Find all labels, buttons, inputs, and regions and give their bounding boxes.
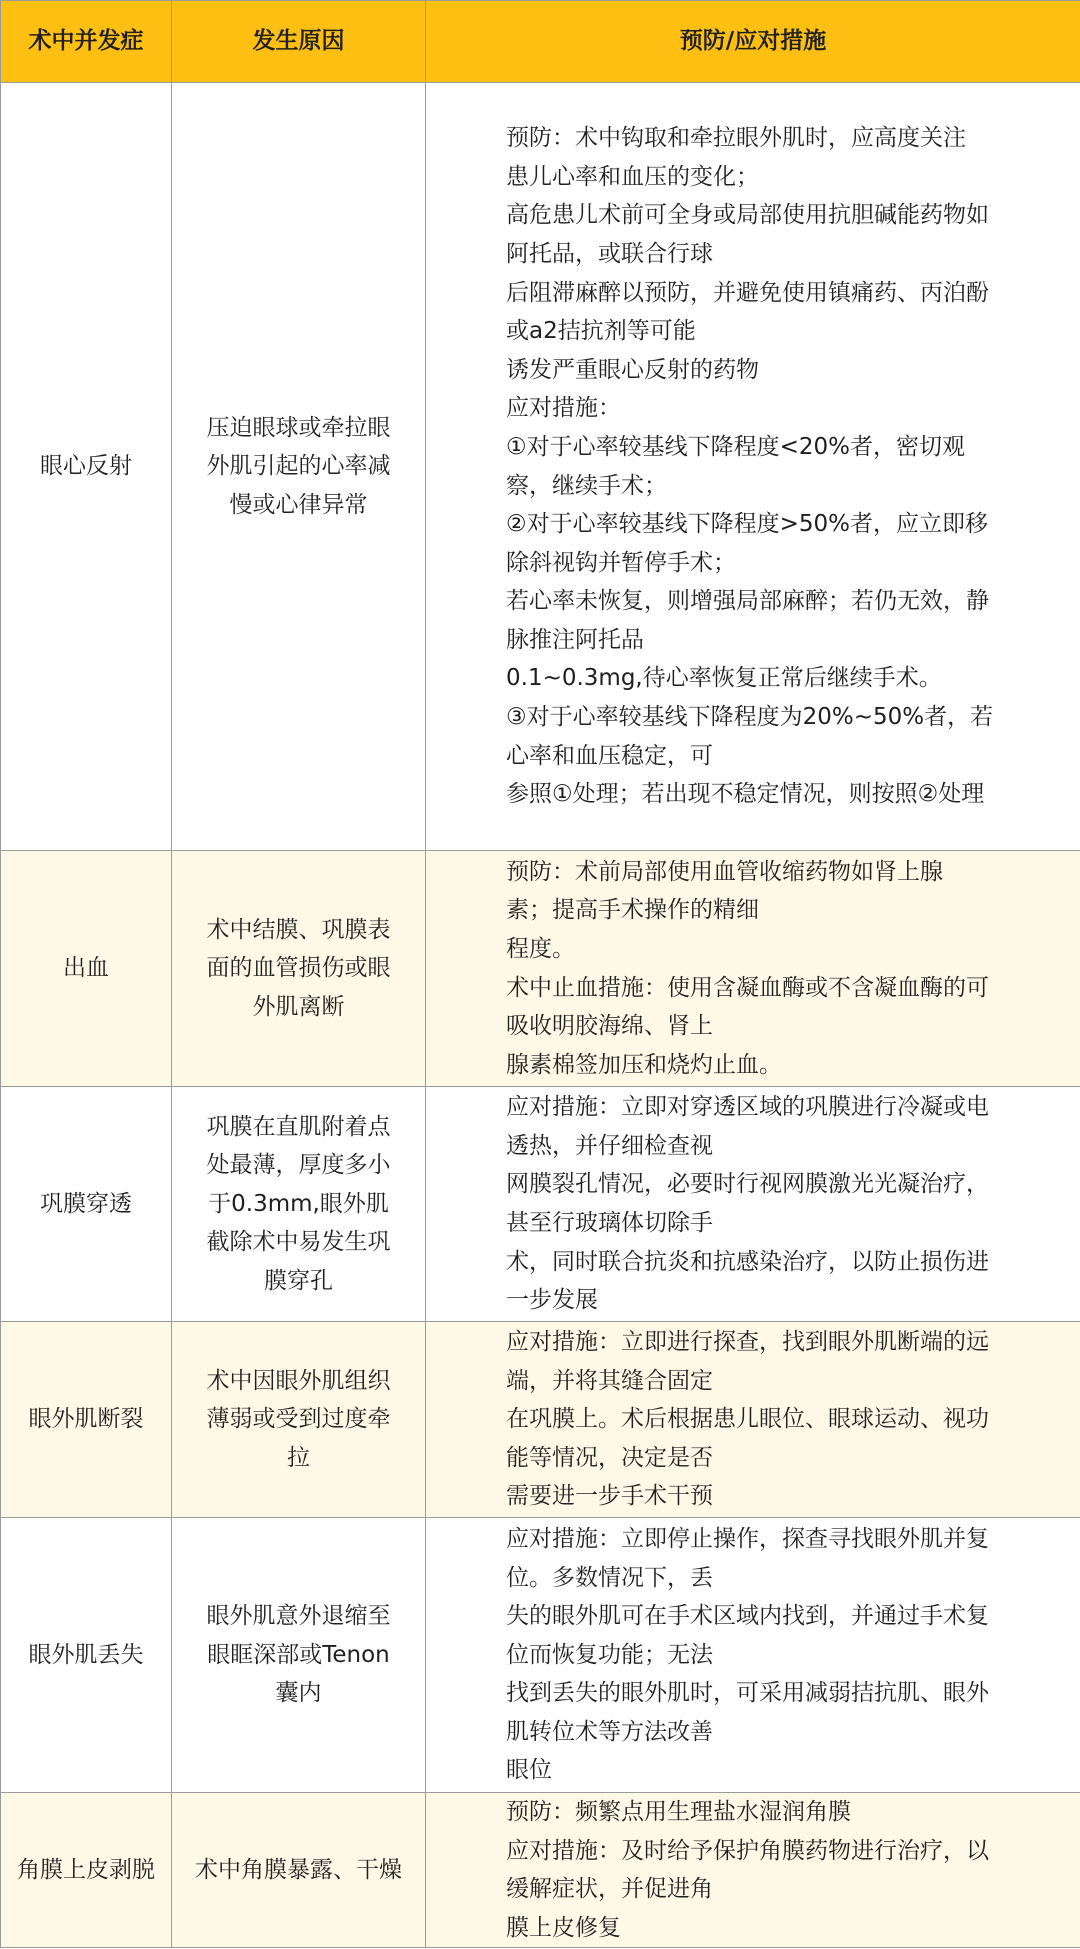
- complication-name: 角膜上皮剥脱: [1, 1793, 172, 1948]
- measure-line: 察，继续手术；: [506, 472, 667, 499]
- cause-line: 囊内: [275, 1680, 322, 1707]
- cause-cell: [172, 1087, 426, 1322]
- measure-line: 肌转位术等方法改善: [506, 1718, 713, 1745]
- cause-line: 术中角膜暴露、干燥: [195, 1856, 402, 1883]
- measure-line: 应对措施：及时给予保护角膜药物进行治疗，以: [506, 1837, 989, 1864]
- cause-line: 眼眶深部或Tenon: [207, 1641, 390, 1668]
- cause-line: 面的血管损伤或眼: [206, 955, 391, 982]
- cause-cell: [172, 83, 426, 851]
- cause-cell: [172, 851, 426, 1087]
- measure-line: ①对于心率较基线下降程度<20%者，密切观: [506, 433, 966, 460]
- measure-line: 找到丢失的眼外肌时，可采用减弱拮抗肌、眼外: [506, 1680, 989, 1707]
- cause-line: 术中结膜、巩膜表: [206, 916, 391, 943]
- header-cause: 发生原因: [172, 1, 426, 83]
- measure-line: 脉推注阿托品: [506, 626, 644, 653]
- measure-line: 预防：术前局部使用血管收缩药物如肾上腺: [506, 858, 943, 885]
- measure-line: 术中止血措施：使用含凝血酶或不含凝血酶的可: [506, 974, 989, 1001]
- measure-line: 眼位: [506, 1757, 552, 1784]
- measure-line: ②对于心率较基线下降程度>50%者，应立即移: [506, 511, 989, 538]
- measure-line: ③对于心率较基线下降程度为20%~50%者，若: [506, 704, 994, 731]
- measure-line: 素；提高手术操作的精细: [506, 897, 759, 924]
- complication-name: 眼外肌丢失: [1, 1518, 172, 1793]
- cause-line: 截除术中易发生巩: [206, 1229, 391, 1256]
- measure-line: 应对措施：: [506, 395, 621, 422]
- measure-line: 程度。: [506, 935, 575, 962]
- cause-line: 薄弱或受到过度牵: [206, 1406, 391, 1433]
- measure-line: 阿托品，或联合行球: [506, 240, 713, 267]
- measure-line: 应对措施：立即停止操作，探查寻找眼外肌并复: [506, 1525, 989, 1552]
- measure-line: 端，并将其缝合固定: [506, 1367, 713, 1394]
- cause-line: 巩膜在直肌附着点: [206, 1113, 391, 1140]
- complication-name: 眼心反射: [1, 83, 172, 851]
- measure-line: 缓解症状，并促进角: [506, 1876, 713, 1903]
- cause-cell: [172, 1793, 426, 1948]
- cause-line: 外肌引起的心率减: [206, 453, 391, 480]
- measure-line: 诱发严重眼心反射的药物: [506, 356, 759, 383]
- measure-line: 膜上皮修复: [506, 1914, 621, 1941]
- measure-line: 吸收明胶海绵、肾上: [506, 1013, 713, 1040]
- measure-line: 需要进一步手术干预: [506, 1483, 713, 1510]
- measure-line: 在巩膜上。术后根据患儿眼位、眼球运动、视功: [506, 1406, 989, 1433]
- measure-cell: [426, 851, 1080, 1087]
- measure-line: 应对措施：立即进行探查，找到眼外肌断端的远: [506, 1329, 989, 1356]
- measure-line: 0.1~0.3mg,待心率恢复正常后继续手术。: [506, 665, 942, 692]
- measure-line: 网膜裂孔情况，必要时行视网膜激光光凝治疗，: [506, 1171, 989, 1198]
- cause-line: 于0.3mm,眼外肌: [208, 1190, 389, 1217]
- measure-line: 患儿心率和血压的变化；: [506, 163, 759, 190]
- table-row: [1, 1322, 1080, 1518]
- header-measures: 预防/应对措施: [426, 1, 1080, 83]
- measure-line: 甚至行玻璃体切除手: [506, 1210, 713, 1236]
- complication-name: 巩膜穿透: [1, 1087, 172, 1322]
- measure-line: 参照①处理；若出现不稳定情况，则按照②处理: [506, 781, 985, 808]
- cause-line: 膜穿孔: [264, 1267, 333, 1294]
- cause-line: 压迫眼球或牵拉眼: [206, 414, 391, 441]
- complication-name: 眼外肌断裂: [1, 1322, 172, 1518]
- cause-cell: [172, 1518, 426, 1793]
- header-complication: 术中并发症: [1, 1, 172, 83]
- measure-line: 透热，并仔细检查视: [506, 1132, 713, 1159]
- measure-cell: [426, 1322, 1080, 1518]
- cause-line: 眼外肌意外退缩至: [206, 1603, 391, 1630]
- measure-cell: [426, 1518, 1080, 1793]
- measure-line: 后阻滞麻醉以预防，并避免使用镇痛药、丙泊酚: [506, 279, 989, 306]
- measure-cell: [426, 1793, 1080, 1948]
- measure-cell: [426, 1087, 1080, 1322]
- measure-line: 能等情况，决定是否: [506, 1444, 713, 1471]
- measure-line: 位而恢复功能；无法: [506, 1641, 713, 1668]
- measure-line: 心率和血压稳定，可: [506, 742, 713, 769]
- measure-line: 除斜视钩并暂停手术；: [506, 549, 736, 576]
- cause-line: 外肌离断: [252, 993, 345, 1020]
- measure-line: 一步发展: [506, 1287, 598, 1314]
- cause-line: 处最薄，厚度多小: [206, 1152, 391, 1179]
- measure-line: 预防：频繁点用生理盐水湿润角膜: [506, 1799, 851, 1825]
- cause-line: 慢或心律异常: [229, 491, 368, 518]
- measure-line: 预防：术中钩取和牵拉眼外肌时，应高度关注: [506, 125, 966, 152]
- measure-cell: [426, 83, 1080, 851]
- measure-line: 应对措施：立即对穿透区域的巩膜进行冷凝或电: [506, 1094, 989, 1121]
- table-row: [1, 83, 1080, 851]
- cause-line: 拉: [287, 1444, 310, 1471]
- cause-cell: [172, 1322, 426, 1518]
- table-row: [1, 1087, 1080, 1322]
- table-header-row: [1, 1, 1080, 83]
- measure-line: 术，同时联合抗炎和抗感染治疗，以防止损伤进: [506, 1248, 989, 1275]
- table-row: [1, 1793, 1080, 1948]
- measure-line: 高危患儿术前可全身或局部使用抗胆碱能药物如: [506, 202, 989, 229]
- measure-line: 位。多数情况下，丢: [506, 1564, 713, 1591]
- measure-line: 或a2拮抗剂等可能: [506, 318, 696, 345]
- measure-line: 腺素棉签加压和烧灼止血。: [506, 1051, 782, 1078]
- table-row: [1, 851, 1080, 1087]
- complication-name: 出血: [1, 851, 172, 1087]
- table-row: [1, 1518, 1080, 1793]
- measure-line: 若心率未恢复，则增强局部麻醉；若仍无效，静: [506, 588, 989, 615]
- measure-line: 失的眼外肌可在手术区域内找到，并通过手术复: [506, 1603, 989, 1630]
- cause-line: 术中因眼外肌组织: [206, 1367, 391, 1394]
